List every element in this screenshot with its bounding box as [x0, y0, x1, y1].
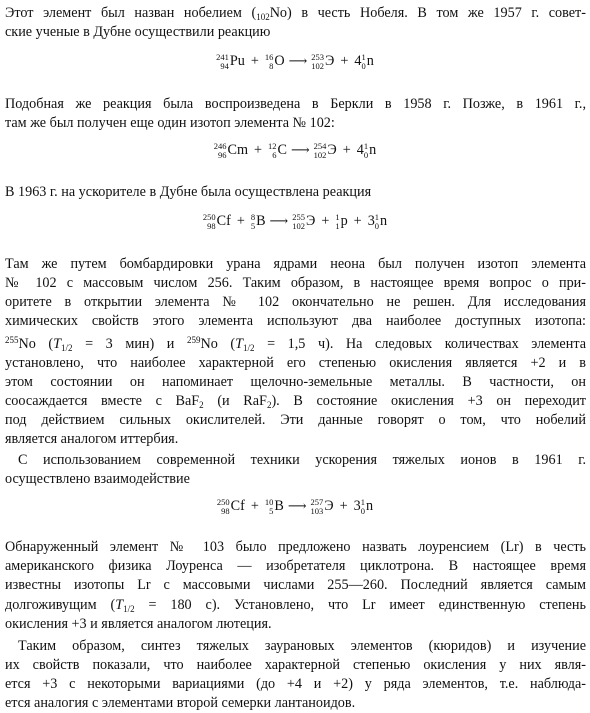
element-symbol: Cm — [227, 142, 249, 158]
coefficient: 3 — [353, 498, 361, 514]
text-line: оритете в открытии элемента № 102 окончательно не решен. Для исследования — [5, 294, 586, 310]
element-symbol: B — [274, 498, 284, 514]
element-symbol: O — [274, 53, 285, 69]
atomic-number: 0 — [360, 505, 365, 516]
text-line: этом состоянии он напоминает щелочно-земельные металлы. В частности, он — [5, 374, 586, 390]
atomic-number: 6 — [272, 149, 277, 160]
atomic-number: 98 — [207, 220, 216, 231]
mass-number: 1 — [374, 212, 380, 223]
plus-sign: + — [250, 53, 259, 69]
atomic-number: 5 — [250, 220, 256, 231]
reaction-equation — [0, 212, 590, 231]
mass-number: 12 — [268, 141, 277, 152]
nuclide — [265, 52, 285, 71]
atomic-number: 102 — [292, 220, 305, 231]
element-symbol: n — [365, 498, 374, 514]
coefficient: 3 — [367, 213, 375, 229]
plus-sign: + — [236, 213, 245, 229]
plus-sign: + — [339, 498, 348, 514]
text-line: ется +3 с некоторыми вариациями (до +4 и +2) у ряда элементов, т.е. наблюда- — [5, 676, 586, 692]
nuclide — [251, 212, 266, 231]
element-symbol: n — [369, 142, 377, 158]
element-symbol: Э — [305, 213, 316, 229]
text-line: под действием сильных окислителей. Эти данные говорят о том, что нобелий — [5, 412, 586, 428]
element-symbol: Э — [327, 142, 337, 158]
reaction-arrow: ⟶ — [288, 53, 308, 68]
lr-halflife-line: долгоживущим ($T_{1/2} = 180$ с). Установлено, что Lr имеет единственную степень — [5, 597, 586, 614]
nuclide — [357, 141, 376, 160]
plus-sign: + — [340, 53, 349, 69]
text-line: их свойств показали, что наиболее характерной степенью окисления у них явля- — [5, 657, 586, 673]
plus-sign: + — [342, 142, 351, 158]
plus-sign: + — [353, 213, 362, 229]
text-line: установлено, что наиболее характерной его степенью окисления является +2 и в — [5, 355, 586, 371]
text-line: там же был получен еще один изотоп элемента № 102: — [5, 115, 335, 131]
mass-number: 255 — [292, 212, 305, 223]
text-line: № 102 с массовым числом 256. Таким образом, в настоящее время вопрос о при- — [5, 275, 586, 291]
nuclide — [368, 212, 387, 231]
nuclide — [314, 141, 337, 160]
element-symbol: n — [380, 213, 388, 229]
reaction-arrow: ⟶ — [287, 498, 307, 513]
text-line: известны изотопы Lr с массовыми числами 255—260. Последний является самым — [5, 577, 586, 593]
atomic-number: 96 — [218, 149, 227, 160]
coefficient: 4 — [354, 53, 362, 69]
text-line: химических свойств этого элемента используют два наиболее доступных изотопа: — [5, 313, 586, 329]
mass-number: 253 — [311, 52, 325, 63]
element-symbol: C — [277, 142, 287, 158]
element-symbol: Cf — [216, 213, 231, 229]
mass-number: 241 — [216, 52, 229, 63]
coefficient: 4 — [356, 142, 364, 158]
reaction-arrow: ⟶ — [269, 213, 289, 228]
element-symbol: Cf — [230, 498, 245, 514]
element-symbol: p — [340, 213, 348, 229]
reaction-equation — [0, 52, 590, 71]
plus-sign: + — [254, 142, 263, 158]
reaction-arrow: ⟶ — [291, 142, 310, 157]
atomic-number: 0 — [361, 60, 366, 71]
atomic-number: 98 — [221, 505, 230, 516]
plus-sign: + — [321, 213, 330, 229]
reaction-equation — [0, 141, 590, 160]
mass-number: 246 — [213, 141, 227, 152]
atomic-number: 1 — [335, 220, 340, 231]
mass-number: 257 — [310, 497, 324, 508]
mass-number: 1 — [361, 52, 366, 63]
text-line: соосаждается вместе с BaF$_2$ (и RaF$_2$). В состояние окисления +3 он переходит — [5, 393, 586, 410]
atomic-number: 8 — [269, 60, 274, 71]
mass-number: 1 — [363, 141, 369, 152]
text-line: С использованием современной техники ускорения тяжелых ионов в 1961 г. — [18, 452, 586, 468]
text-line: осуществлено взаимодействие — [5, 471, 190, 487]
atomic-number: 5 — [269, 505, 274, 516]
atomic-number: 102 — [311, 60, 325, 71]
text-line: является аналогом иттербия. — [5, 431, 179, 447]
text-line: ется аналогия с элементами второй семерки лантаноидов. — [5, 695, 356, 711]
text-line: ские ученые в Дубне осуществили реакцию — [5, 24, 271, 40]
element-symbol: B — [256, 213, 266, 229]
mass-number: 16 — [264, 52, 274, 63]
element-symbol: Э — [325, 53, 335, 69]
mass-number: 1 — [335, 212, 340, 223]
plus-sign: + — [250, 498, 259, 514]
text-line: Этот элемент был назван нобелием $(_{102}No)$ в честь Нобеля. В том же 1957 г. совет- — [5, 5, 586, 22]
atomic-number: 0 — [374, 220, 380, 231]
reaction-equation — [0, 497, 590, 516]
element-symbol: Pu — [229, 53, 245, 69]
atomic-number: 0 — [363, 149, 369, 160]
nuclide — [292, 212, 315, 231]
text-line: американского физика Лоуренса — изобретателя циклотрона. В настоящее время — [5, 558, 586, 574]
mass-number: 254 — [313, 141, 327, 152]
text-line: окисления +3 и является аналогом лютеция. — [5, 616, 272, 632]
atomic-number: 94 — [220, 60, 229, 71]
mass-number: 10 — [264, 497, 274, 508]
text-line: В 1963 г. на ускорителе в Дубне была осуществлена реакция — [5, 184, 372, 200]
nuclide — [335, 212, 347, 231]
nuclide — [311, 52, 334, 71]
text-line: Обнаруженный элемент № 103 было предложено назвать лоуренсием (Lr) в честь — [5, 539, 586, 555]
nuclide — [354, 52, 373, 71]
nuclide — [310, 497, 333, 516]
text-line: Таким образом, синтез тяжелых заурановых элементов (кюридов) и изучение — [18, 638, 586, 654]
mass-number: 250 — [202, 212, 216, 223]
nuclide — [203, 212, 231, 231]
nuclide — [217, 497, 245, 516]
atomic-number: 103 — [310, 505, 324, 516]
nuclide — [354, 497, 373, 516]
mass-number: 1 — [360, 497, 365, 508]
isotope-line: $^{255}$No ($T_{1/2} = 3$ мин) и $^{259}$No ($T_{1/2} = 1,5$ ч). На следовых количествах элемента — [5, 335, 586, 353]
element-symbol: n — [366, 53, 374, 69]
text-line: Там же путем бомбардировки урана ядрами неона был получен изотоп элемента — [5, 256, 586, 272]
mass-number: 250 — [216, 497, 230, 508]
element-symbol: Э — [324, 498, 334, 514]
text-line: Подобная же реакция была воспроизведена в Беркли в 1958 г. Позже, в 1961 г., — [5, 96, 586, 112]
nuclide — [265, 497, 284, 516]
atomic-number: 102 — [313, 149, 327, 160]
nuclide — [214, 141, 248, 160]
nuclide — [268, 141, 287, 160]
nuclide — [216, 52, 245, 71]
mass-number: 8 — [250, 212, 256, 223]
